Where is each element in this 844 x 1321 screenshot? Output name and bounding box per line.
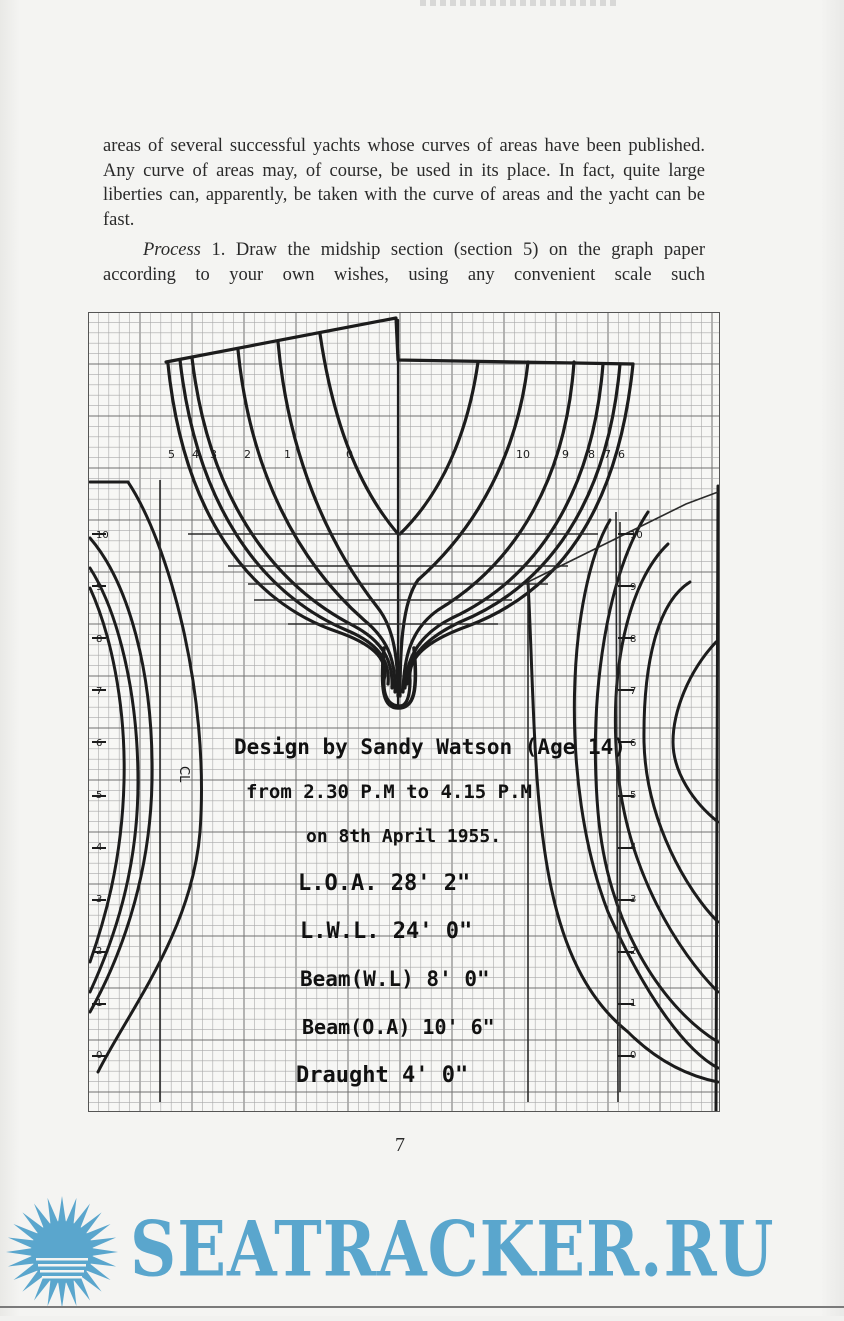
lines-plan-figure bbox=[88, 312, 720, 1112]
sun-ray bbox=[8, 1238, 34, 1249]
sun-ray bbox=[92, 1248, 118, 1256]
wl-label-right-6: 6 bbox=[630, 738, 637, 749]
section-label-r2: 8 bbox=[588, 448, 595, 461]
scan-artifact bbox=[420, 0, 620, 6]
wl-label-left-2: 2 bbox=[96, 946, 103, 957]
sun-wave bbox=[42, 1276, 82, 1279]
section-label-r0: 10 bbox=[516, 448, 530, 461]
page-bottom-edge bbox=[0, 1306, 844, 1308]
section-label-r1: 9 bbox=[562, 448, 569, 461]
caption-line-2: from 2.30 P.M to 4.15 P.M bbox=[246, 781, 532, 803]
sun-wave bbox=[38, 1264, 86, 1267]
caption-line-4: L.O.A. 28' 2" bbox=[298, 871, 471, 896]
paragraph-2 bbox=[103, 238, 705, 287]
sun-ray bbox=[66, 1280, 77, 1306]
sun-ray bbox=[90, 1256, 116, 1267]
process-label: Process bbox=[143, 240, 201, 260]
watermark-text: SEATRACKER.RU bbox=[130, 1206, 775, 1295]
wl-label-left-8: 8 bbox=[96, 634, 103, 645]
wl-label-left-10: 10 bbox=[96, 530, 109, 541]
wl-label-left-6: 6 bbox=[96, 738, 103, 749]
lines-plan-drawing bbox=[88, 312, 720, 1112]
section-label-l5: 0 bbox=[346, 448, 353, 461]
wl-label-left-3: 3 bbox=[96, 894, 103, 905]
sun-icon bbox=[6, 1196, 118, 1308]
wl-label-right-3: 3 bbox=[630, 894, 637, 905]
section-label-r4: 6 bbox=[618, 448, 625, 461]
caption-line-8: Draught 4' 0" bbox=[296, 1063, 469, 1088]
wl-label-left-9: 9 bbox=[96, 582, 103, 593]
wl-label-right-0: 0 bbox=[630, 1050, 637, 1061]
caption-line-5: L.W.L. 24' 0" bbox=[300, 919, 473, 944]
wl-label-left-5: 5 bbox=[96, 790, 103, 801]
wl-label-left-0: 0 bbox=[96, 1050, 103, 1061]
wl-label-right-1: 1 bbox=[630, 998, 637, 1009]
section-label-l4: 1 bbox=[284, 448, 291, 461]
section-label-r3: 7 bbox=[604, 448, 611, 461]
sun-ray bbox=[8, 1256, 34, 1267]
section-label-l2: 3 bbox=[210, 448, 217, 461]
wl-label-left-7: 7 bbox=[96, 686, 103, 697]
sun-ray bbox=[48, 1280, 59, 1306]
wl-label-right-5: 5 bbox=[630, 790, 637, 801]
wl-label-right-7: 7 bbox=[630, 686, 637, 697]
process-text: 1. Draw the midship section (section 5) on the graph paper according to your own wishes, using any convenient scale such bbox=[103, 240, 705, 285]
caption-line-1: Design by Sandy Watson (Age 14) bbox=[234, 735, 626, 759]
sun-ray bbox=[58, 1196, 66, 1222]
sun-ray bbox=[66, 1198, 77, 1224]
wl-label-right-9: 9 bbox=[630, 582, 637, 593]
sun-ray bbox=[6, 1248, 32, 1256]
wl-label-right-4: 4 bbox=[630, 842, 637, 853]
sun-disc bbox=[31, 1221, 93, 1283]
caption-line-6: Beam(W.L) 8' 0" bbox=[300, 967, 490, 991]
caption-line-3: on 8th April 1955. bbox=[306, 826, 502, 847]
section-label-l3: 2 bbox=[244, 448, 251, 461]
wl-label-right-8: 8 bbox=[630, 634, 637, 645]
sun-wave bbox=[36, 1258, 88, 1261]
wl-label-left-4: 4 bbox=[96, 842, 103, 853]
paragraph-1: areas of several successful yachts whose curves of areas have been published. Any curve of areas may, of course, be used in its place. In fact, quite large liberties can, apparently, be taken with the curve of areas and the yacht can be fast. bbox=[103, 136, 705, 230]
wl-label-right-10: 10 bbox=[630, 530, 643, 541]
sun-ray bbox=[58, 1282, 66, 1308]
caption-line-7: Beam(O.A) 10' 6" bbox=[302, 1015, 495, 1039]
centerline-mark: CL bbox=[176, 766, 191, 783]
sun-wave bbox=[40, 1270, 84, 1273]
page-number: 7 bbox=[395, 1134, 405, 1156]
sun-ray bbox=[48, 1198, 59, 1224]
body-text bbox=[103, 134, 705, 287]
graph-paper bbox=[88, 312, 720, 1112]
wl-label-right-2: 2 bbox=[630, 946, 637, 957]
sun-ray bbox=[90, 1238, 116, 1249]
wl-label-left-1: 1 bbox=[96, 998, 103, 1009]
section-label-l1: 4 bbox=[192, 448, 199, 461]
section-label-l0: 5 bbox=[168, 448, 175, 461]
